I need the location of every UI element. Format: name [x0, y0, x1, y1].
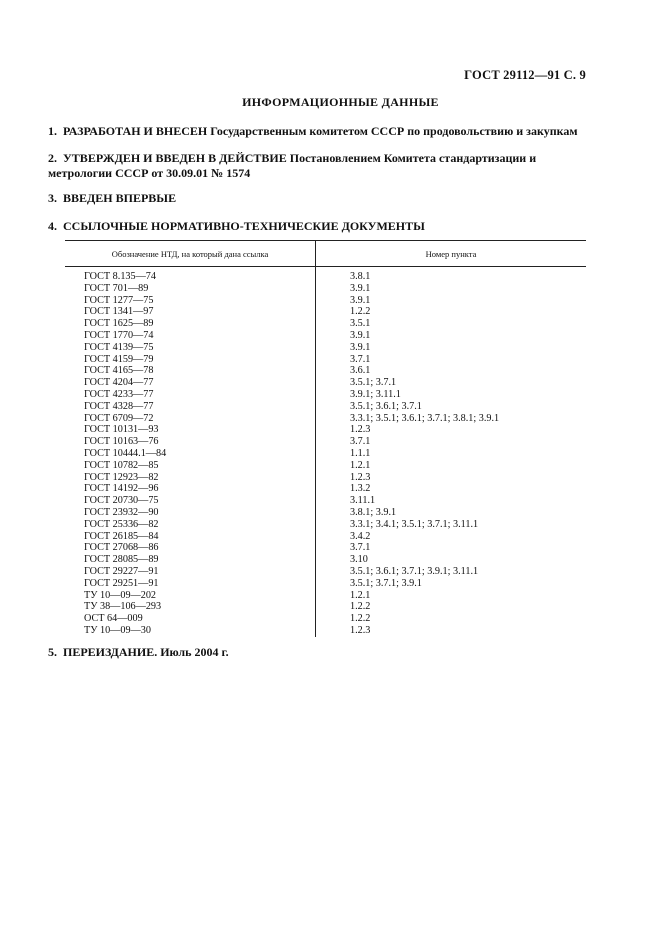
table-cell-clause: 3.7.1: [350, 542, 371, 554]
table-cell-clause: 3.5.1; 3.7.1: [350, 377, 397, 389]
section-heading: ВВЕДЕН ВПЕРВЫЕ: [63, 191, 177, 205]
section-number: 4.: [48, 219, 57, 233]
table-cell-document: ГОСТ 28085—89: [84, 554, 159, 566]
page-header-code: ГОСТ 29112—91 С. 9: [464, 68, 586, 82]
table-cell-clause: 1.2.1: [350, 589, 371, 601]
table-cell-clause: 3.9.1; 3.11.1: [350, 388, 401, 400]
table-cell-clause: 1.2.2: [350, 306, 371, 318]
table-cell-document: ГОСТ 10782—85: [84, 459, 159, 471]
table-cell-document: ГОСТ 701—89: [84, 282, 149, 294]
section-heading: ПЕРЕИЗДАНИЕ.: [63, 645, 158, 659]
table-cell-clause: 3.9.1: [350, 329, 371, 341]
section-4: [48, 219, 588, 234]
section-body: Государственным комитетом СССР по продовольствию и закупкам: [210, 124, 578, 138]
table-cell-document: ГОСТ 4233—77: [84, 388, 154, 400]
table-cell-clause: 1.1.1: [350, 447, 371, 459]
table-cell-document: ТУ 10—09—202: [84, 589, 157, 601]
table-cell-document: ГОСТ 14192—96: [84, 483, 159, 495]
table-cell-document: ГОСТ 4139—75: [84, 341, 154, 353]
table-cell-clause: 3.5.1; 3.6.1; 3.7.1: [350, 400, 422, 412]
table-cell-document: ГОСТ 29251—91: [84, 577, 159, 589]
table-cell-clause: 3.3.1; 3.5.1; 3.6.1; 3.7.1; 3.8.1; 3.9.1: [350, 412, 500, 424]
table-cell-document: ГОСТ 1277—75: [84, 294, 154, 306]
table-body: [65, 267, 586, 637]
section-heading: РАЗРАБОТАН И ВНЕСЕН: [63, 124, 208, 138]
table-cell-clause: 3.9.1: [350, 282, 371, 294]
table-cell-clause: 3.11.1: [350, 495, 376, 507]
document-title: ИНФОРМАЦИОННЫЕ ДАННЫЕ: [242, 95, 439, 109]
table-cell-document: ГОСТ 10163—76: [84, 436, 159, 448]
reference-documents-table: [65, 240, 586, 637]
table-cell-document: ГОСТ 1770—74: [84, 329, 154, 341]
column-header-document: Обозначение НТД, на который дана ссылка: [65, 241, 316, 266]
table-cell-document: ГОСТ 4159—79: [84, 353, 154, 365]
table-cell-document: ТУ 10—09—30: [84, 624, 151, 636]
table-cell-document: ГОСТ 25336—82: [84, 518, 159, 530]
section-2: [48, 151, 588, 181]
table-cell-clause: 3.5.1; 3.6.1; 3.7.1; 3.9.1; 3.11.1: [350, 565, 479, 577]
table-cell-document: ГОСТ 1625—89: [84, 318, 154, 330]
section-heading: УТВЕРЖДЕН И ВВЕДЕН В ДЕЙСТВИЕ: [63, 151, 287, 165]
table-cell-document: ГОСТ 1341—97: [84, 306, 154, 318]
table-cell-document: ГОСТ 23932—90: [84, 506, 159, 518]
table-cell-clause: 3.9.1: [350, 341, 371, 353]
table-cell-clause: 3.7.1: [350, 436, 371, 448]
table-cell-clause: 1.2.2: [350, 601, 371, 613]
document-column: [65, 267, 316, 637]
table-cell-clause: 1.2.3: [350, 471, 371, 483]
table-cell-clause: 3.5.1; 3.7.1; 3.9.1: [350, 577, 422, 589]
section-5: [48, 645, 588, 660]
table-cell-clause: 1.2.1: [350, 459, 371, 471]
section-number: 5.: [48, 645, 57, 659]
table-cell-clause: 3.4.2: [350, 530, 371, 542]
table-cell-document: ГОСТ 6709—72: [84, 412, 154, 424]
section-body: Постановлением Комитета стандартизации и метрологии СССР от 30.09.01 № 1574: [48, 151, 537, 180]
table-cell-document: ГОСТ 4204—77: [84, 377, 154, 389]
section-body: Июль 2004 г.: [160, 645, 229, 659]
table-header: [65, 241, 586, 267]
table-cell-clause: 3.5.1: [350, 318, 371, 330]
section-number: 1.: [48, 124, 57, 138]
section-number: 3.: [48, 191, 57, 205]
table-cell-clause: 3.8.1; 3.9.1: [350, 506, 397, 518]
table-cell-clause: 3.3.1; 3.4.1; 3.5.1; 3.7.1; 3.11.1: [350, 518, 479, 530]
table-cell-clause: 3.8.1: [350, 271, 371, 282]
table-cell-document: ГОСТ 4165—78: [84, 365, 154, 377]
section-1: [48, 124, 588, 139]
table-cell-document: ОСТ 64—009: [84, 613, 143, 625]
table-cell-document: ГОСТ 20730—75: [84, 495, 159, 507]
table-cell-clause: 3.9.1: [350, 294, 371, 306]
table-cell-document: ГОСТ 10444.1—84: [84, 447, 167, 459]
table-cell-document: ГОСТ 10131—93: [84, 424, 159, 436]
section-3: [48, 191, 588, 206]
table-cell-clause: 3.10: [350, 554, 368, 566]
table-cell-clause: 1.3.2: [350, 483, 371, 495]
table-cell-clause: 3.7.1: [350, 353, 371, 365]
clause-column: [316, 267, 586, 637]
table-cell-clause: 1.2.3: [350, 424, 371, 436]
table-cell-document: ГОСТ 26185—84: [84, 530, 159, 542]
table-cell-document: ГОСТ 8.135—74: [84, 271, 156, 282]
section-number: 2.: [48, 151, 57, 165]
table-cell-document: ТУ 38—106—293: [84, 601, 162, 613]
table-cell-document: ГОСТ 12923—82: [84, 471, 159, 483]
table-cell-clause: 3.6.1: [350, 365, 371, 377]
table-cell-document: ГОСТ 4328—77: [84, 400, 154, 412]
table-cell-clause: 1.2.2: [350, 613, 371, 625]
table-cell-document: ГОСТ 27068—86: [84, 542, 159, 554]
table-cell-clause: 1.2.3: [350, 624, 371, 636]
table-cell-document: ГОСТ 29227—91: [84, 565, 159, 577]
section-heading: ССЫЛОЧНЫЕ НОРМАТИВНО-ТЕХНИЧЕСКИЕ ДОКУМЕНТЫ: [63, 219, 425, 233]
column-header-clause: Номер пункта: [425, 248, 477, 259]
